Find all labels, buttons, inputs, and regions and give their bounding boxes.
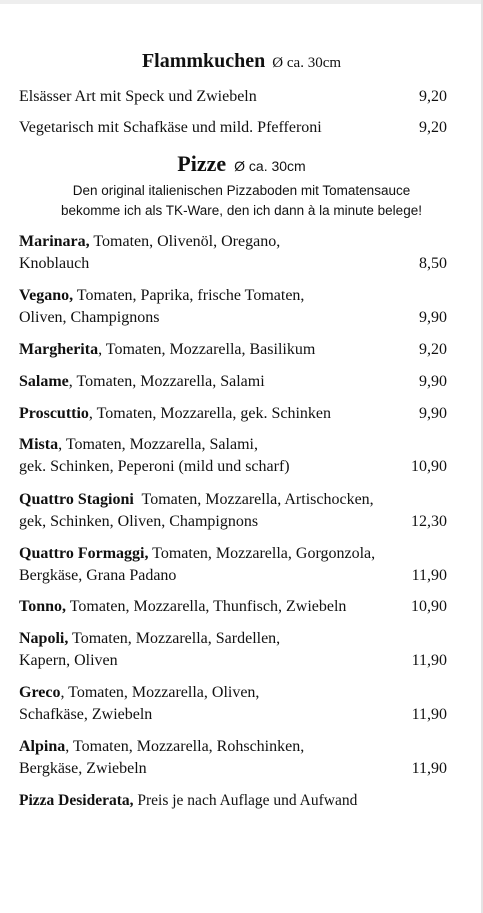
pizza-ingredients: Tomaten, Olivenöl, Oregano, xyxy=(89,233,281,250)
pizza-name: Proscuttio xyxy=(19,405,89,422)
pizza-price: 10,90 xyxy=(411,598,447,615)
pizza-item-mista xyxy=(19,434,447,478)
flammkuchen-size: Ø ca. 30cm xyxy=(272,55,342,71)
pizza-ingredients: Tomaten, Mozzarella, Artischocken, xyxy=(133,491,374,508)
pizza-item-tonno xyxy=(19,596,447,618)
pizza-ingredients: Tomaten, Mozzarella, Sardellen, xyxy=(68,630,281,647)
pizza-ingredients-cont: Kapern, Oliven xyxy=(19,652,118,669)
pizza-item-desiderata xyxy=(19,790,357,812)
pizza-ingredients-cont: gek. Schinken, Peperoni (mild und scharf) xyxy=(19,458,290,475)
pizza-name: Salame xyxy=(19,373,69,390)
pizza-price: 9,90 xyxy=(419,373,447,390)
flammkuchen-item xyxy=(19,86,447,108)
pizza-ingredients: , Tomaten, Mozzarella, Oliven, xyxy=(60,684,260,701)
pizza-name: Greco xyxy=(19,684,61,701)
pizza-ingredients-cont: Oliven, Champignons xyxy=(19,309,160,326)
item-description: Elsässer Art mit Speck und Zwiebeln xyxy=(19,88,257,105)
pizza-ingredients: , Tomaten, Mozzarella, gek. Schinken xyxy=(88,405,331,422)
item-description: Vegetarisch mit Schafkäse und mild. Pfefferoni xyxy=(19,119,322,136)
flammkuchen-title: Flammkuchen xyxy=(141,50,266,72)
pizza-ingredients: Tomaten, Mozzarella, Gorgonzola, xyxy=(148,545,376,562)
pizza-name: Vegano, xyxy=(19,287,74,304)
item-price: 9,20 xyxy=(419,88,447,105)
flammkuchen-heading xyxy=(0,50,483,73)
pizza-item-margherita xyxy=(19,339,447,361)
pizza-ingredients: , Tomaten, Mozzarella, Salami xyxy=(68,373,265,390)
page-top-edge xyxy=(0,0,483,4)
pizza-ingredients: , Tomaten, Mozzarella, Salami, xyxy=(58,436,258,453)
pizza-name: Mista xyxy=(19,436,59,453)
pizza-desiderata-note: Preis je nach Auflage und Aufwand xyxy=(133,792,358,809)
pizza-ingredients: Tomaten, Mozzarella, Thunfisch, Zwiebeln xyxy=(66,598,347,615)
pizza-item-marinara xyxy=(19,231,447,275)
pizza-name: Quattro Formaggi, xyxy=(19,545,149,562)
pizza-price: 9,20 xyxy=(419,341,447,358)
pizza-ingredients-cont: Bergkäse, Zwiebeln xyxy=(19,760,147,777)
pizza-ingredients: Tomaten, Paprika, frische Tomaten, xyxy=(73,287,305,304)
note-line: bekomme ich als TK-Ware, den ich dann à la minute belege! xyxy=(61,203,422,218)
pizza-ingredients: , Tomaten, Mozzarella, Basilikum xyxy=(98,341,316,358)
pizze-title: Pizze xyxy=(177,151,227,176)
pizza-ingredients-cont: Schafkäse, Zwiebeln xyxy=(19,706,153,723)
pizza-price: 11,90 xyxy=(411,652,447,669)
pizza-price: 11,90 xyxy=(411,567,447,584)
pizza-price: 8,50 xyxy=(419,255,447,272)
pizza-price: 9,90 xyxy=(419,309,447,326)
pizza-item-salame xyxy=(19,371,447,393)
pizza-item-proscuttio xyxy=(19,403,447,425)
pizza-item-napoli xyxy=(19,628,447,672)
flammkuchen-item xyxy=(19,117,447,139)
pizza-item-quattro-formaggi xyxy=(19,543,447,587)
pizza-ingredients-cont: Knoblauch xyxy=(19,255,90,272)
pizza-item-greco xyxy=(19,682,447,726)
pizza-name: Margherita xyxy=(19,341,99,358)
pizza-item-alpina xyxy=(19,736,447,780)
pizze-size: Ø ca. 30cm xyxy=(234,158,306,174)
item-price: 9,20 xyxy=(419,119,447,136)
pizza-name: Quattro Stagioni xyxy=(19,491,134,508)
pizza-price: 12,30 xyxy=(411,513,447,530)
pizza-price: 10,90 xyxy=(411,458,447,475)
note-line: Den original italienischen Pizzaboden mit Tomatensauce xyxy=(72,183,411,198)
pizza-name: Pizza Desiderata, xyxy=(19,792,134,809)
pizza-item-vegano xyxy=(19,285,447,329)
pizza-ingredients: , Tomaten, Mozzarella, Rohschinken, xyxy=(65,738,305,755)
pizza-price: 11,90 xyxy=(411,760,447,777)
pizza-price: 11,90 xyxy=(411,706,447,723)
pizza-name: Napoli, xyxy=(19,630,69,647)
pizza-ingredients-cont: gek, Schinken, Oliven, Champignons xyxy=(19,513,259,530)
pizze-heading xyxy=(0,151,483,177)
pizza-ingredients-cont: Bergkäse, Grana Padano xyxy=(19,567,177,584)
pizza-item-quattro-stagioni xyxy=(19,489,447,533)
pizza-name: Alpina xyxy=(19,738,66,755)
pizza-name: Tonno, xyxy=(19,598,66,615)
pizza-price: 9,90 xyxy=(419,405,447,422)
pizze-note xyxy=(0,181,483,221)
pizza-name: Marinara, xyxy=(19,233,90,250)
